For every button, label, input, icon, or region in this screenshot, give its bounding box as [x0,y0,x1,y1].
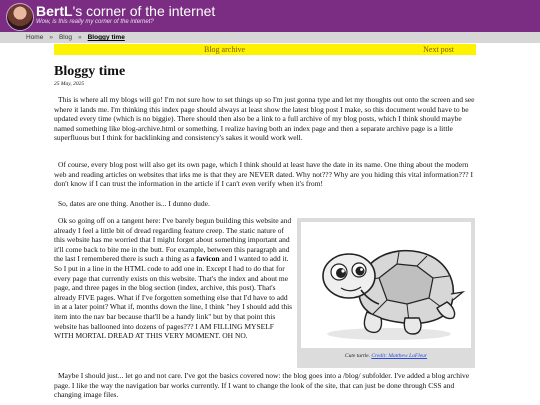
breadcrumb [0,32,540,43]
turtle-image [301,222,471,348]
next-post-link[interactable]: Next post [423,45,454,54]
site-subtitle: Wow, is this really my corner of the internet? [36,19,154,25]
avatar[interactable] [6,3,34,31]
paragraph-2: Of course, every blog post will also get its own page, which I think should at least have the date in its name. One thing about the modern web and reading articles on websites that irks me is that they are NEVER dated. Why not??? Why are you hiding this vital information??? I don't know if I can trust the information in the article if I can't even verify when it's from! [54,160,473,189]
paragraph-4 [54,216,294,341]
breadcrumb-separator: » [77,34,82,41]
blog-archive-link[interactable]: Blog archive [204,45,246,54]
site-name-rest: 's corner of the internet [72,3,216,19]
paragraph-1: This is where all my blogs will go! I'm not sure how to set things up so I'm just gonna type and let my thoughts out onto the screen and see where it lands me. I'm thinking this index page should always at least show the latest blog post I make, so this document would have to be updated every time (which is no biggie). There should then also be a link to a full archive of my blog posts, which I think should maybe named something like blog-archive.html or something. I realize having both an index page and then a separate archive page is a little superfluous but I think for backlinking and consistency's sakes it would work well. [54,95,475,143]
caption-text: Cute turtle. [344,353,372,359]
favicon-link[interactable]: favicon [196,254,220,264]
breadcrumb-current[interactable]: Bloggy time [87,34,125,41]
post-header [54,64,476,88]
post-date: 25 May, 2025 [54,81,85,87]
paragraph-4-text-b: and I wanted to add it. So I put in a line in the HTML code to add one in. Except I had to do that for every page that currently exists on this website. That's the index and about me page, and three pages in the blog section (index, archive, this post). That's already FIVE pages. What if I've forgotten something else that I'd have to add in at a later point? What if, months down the line, I think "hey I should add this item into the nav bar because that'll be a handy link" but by that point this website has ballooned into dozens of pages??? I AM FILLING MYSELF WITH MORTAL DREAD AT THIS VERY MOMENT. OH NO. [54,254,293,341]
site-name-bold: BertL [36,3,73,19]
paragraph-3: So, dates are one thing. Another is... I dunno dude. [58,199,210,208]
breadcrumb-separator: » [49,34,53,41]
post-nav-bar [54,44,476,55]
turtle-figure [297,218,475,368]
site-title[interactable] [36,3,215,19]
post-title: Bloggy time [54,64,126,79]
figure-caption [297,352,475,360]
paragraph-5: Maybe I should just... let go and not care. I've got the basics covered now: the blog goes into a /blog/ subfolder. I've added a blog archive page. I like the way the navigation bar works currently. If I want to change the look of the site, that can just be done through CSS and changing image files. [54,371,470,400]
site-header [0,0,540,32]
breadcrumb-home[interactable]: Home [26,34,44,41]
turtle-illustration [301,222,471,348]
caption-credit-link[interactable]: Credit: Matthew LaFleur [371,353,428,359]
paragraph-4-text-a: Ok so going off on a tangent here: I've barely begun building this website and already I feel a little bit of dread regarding feature creep. The static nature of this website has me worried that I might forget about something important and it'll come back to bite me in the butt. For example, between this paragraph and the last I remembered there is such a thing as a [54,216,292,264]
breadcrumb-blog[interactable]: Blog [58,34,72,41]
